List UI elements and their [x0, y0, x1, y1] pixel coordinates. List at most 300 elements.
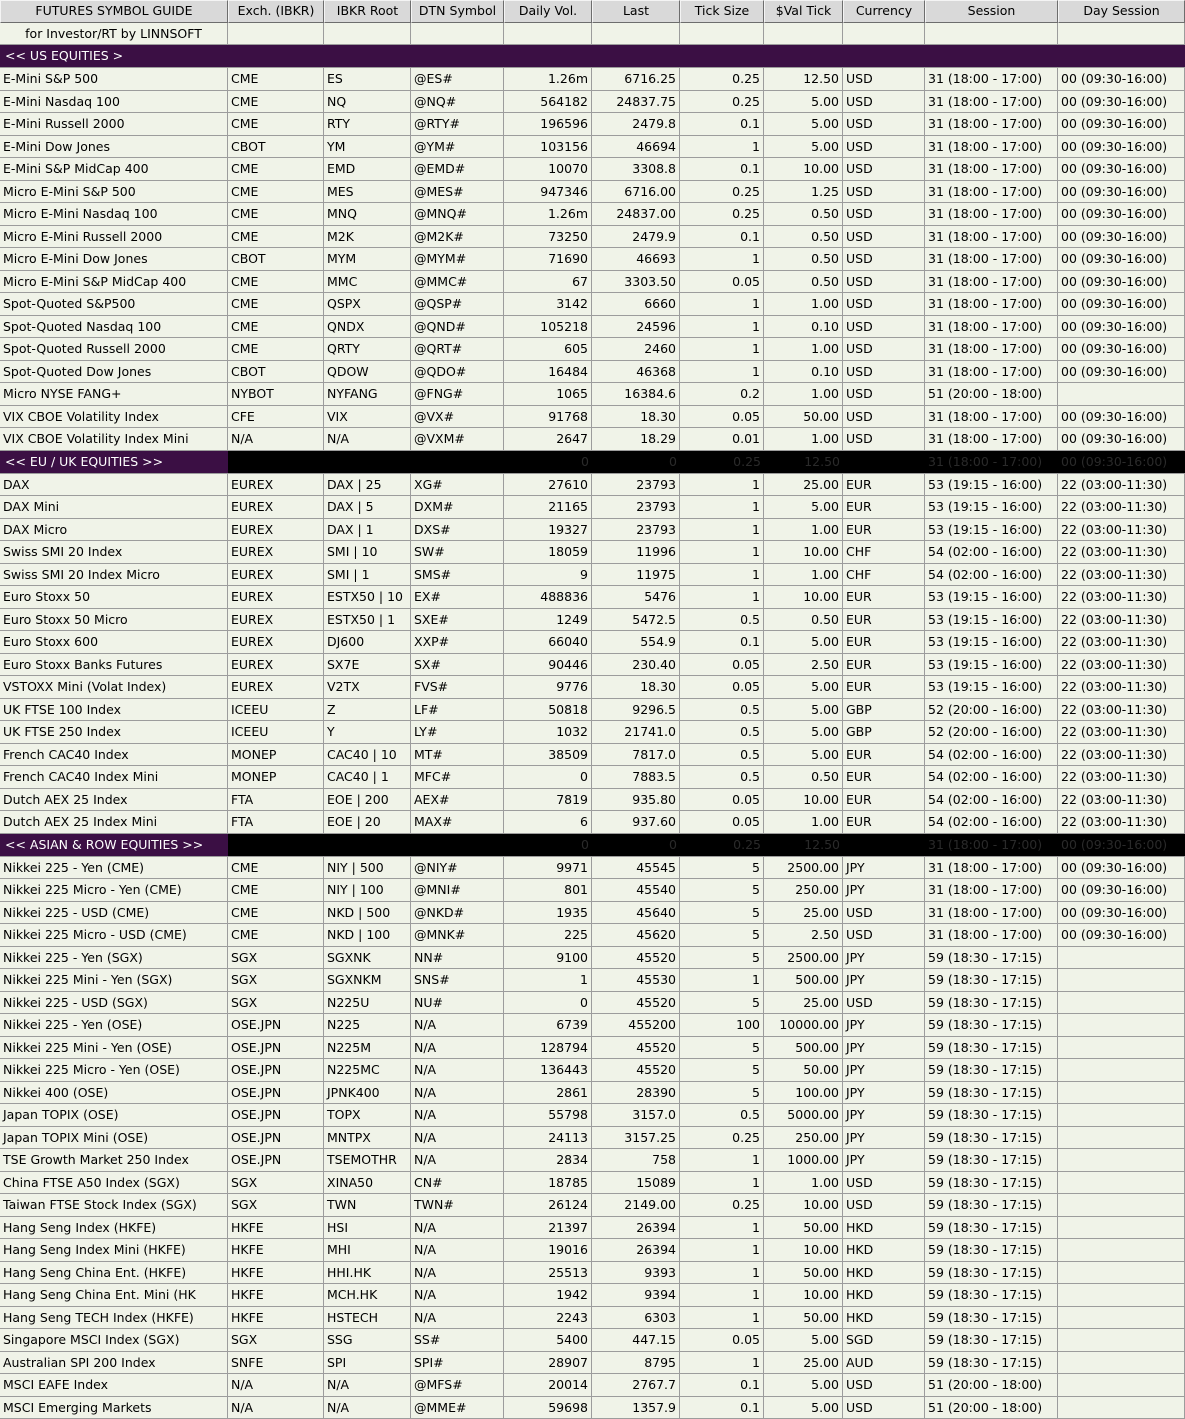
cell-ibkr-root: DAX | 25 — [324, 474, 411, 497]
table-row — [0, 68, 1185, 91]
table-row — [0, 766, 1185, 789]
cell-session: 51 (20:00 - 18:00) — [925, 1397, 1058, 1419]
cell-day-session: 22 (03:00-11:30) — [1058, 541, 1185, 564]
cell-day-session — [1058, 1172, 1185, 1195]
cell-exchange: FTA — [228, 789, 324, 812]
cell-ibkr-root: JPNK400 — [324, 1082, 411, 1105]
cell-day-session — [1058, 1217, 1185, 1240]
cell-tick-size: 1 — [680, 564, 764, 587]
cell-day-session — [1058, 969, 1185, 992]
cell-tick-size: 1 — [680, 474, 764, 497]
cell-name: Spot-Quoted Nasdaq 100 — [0, 316, 228, 339]
cell-exchange: SGX — [228, 992, 324, 1015]
cell-exchange: ICEEU — [228, 699, 324, 722]
cell-tick-size: 0.1 — [680, 1374, 764, 1397]
cell-tick-size: 1 — [680, 1352, 764, 1375]
cell-session: 31 (18:00 - 17:00) — [925, 406, 1058, 429]
cell-dtn-symbol: @MYM# — [411, 248, 504, 271]
cell-session: 54 (02:00 - 16:00) — [925, 564, 1058, 587]
cell-exchange: OSE.JPN — [228, 1082, 324, 1105]
cell-day-session: 00 (09:30-16:00) — [1058, 857, 1185, 880]
cell-daily-volume: 6 — [504, 811, 592, 834]
cell-day-session: 22 (03:00-11:30) — [1058, 631, 1185, 654]
cell-session: 31 (18:00 - 17:00) — [925, 226, 1058, 249]
cell-last: 45545 — [592, 857, 680, 880]
cell-day-session: 00 (09:30-16:00) — [1058, 181, 1185, 204]
cell-daily-volume: 5400 — [504, 1329, 592, 1352]
cell-ibkr-root: N225M — [324, 1037, 411, 1060]
cell-name: VIX CBOE Volatility Index Mini — [0, 428, 228, 451]
cell-session: 53 (19:15 - 16:00) — [925, 586, 1058, 609]
section-filler-ibkr-root — [324, 45, 411, 68]
cell-dtn-symbol: @MMC# — [411, 271, 504, 294]
cell-dtn-symbol: MAX# — [411, 811, 504, 834]
cell-session: 31 (18:00 - 17:00) — [925, 924, 1058, 947]
cell-currency: JPY — [843, 1059, 925, 1082]
cell-value-tick: 5.00 — [764, 136, 843, 159]
cell-day-session — [1058, 1194, 1185, 1217]
cell-name: Hang Seng Index (HKFE) — [0, 1217, 228, 1240]
cell-last: 2479.8 — [592, 113, 680, 136]
cell-daily-volume: 196596 — [504, 113, 592, 136]
cell-currency: JPY — [843, 1104, 925, 1127]
cell-session: 53 (19:15 - 16:00) — [925, 609, 1058, 632]
cell-exchange: CME — [228, 203, 324, 226]
cell-name: Swiss SMI 20 Index — [0, 541, 228, 564]
cell-last: 21741.0 — [592, 721, 680, 744]
cell-name: Dutch AEX 25 Index Mini — [0, 811, 228, 834]
cell-daily-volume: 105218 — [504, 316, 592, 339]
cell-ibkr-root: SMI | 10 — [324, 541, 411, 564]
cell-day-session: 22 (03:00-11:30) — [1058, 564, 1185, 587]
cell-daily-volume: 2861 — [504, 1082, 592, 1105]
cell-tick-size: 5 — [680, 1037, 764, 1060]
cell-daily-volume: 9100 — [504, 947, 592, 970]
cell-currency: USD — [843, 293, 925, 316]
section-filler-session — [925, 45, 1058, 68]
column-header-ibkr-root: IBKR Root — [324, 0, 411, 23]
cell-session: 31 (18:00 - 17:00) — [925, 902, 1058, 925]
table-row — [0, 811, 1185, 834]
cell-last: 8795 — [592, 1352, 680, 1375]
cell-tick-size: 0.25 — [680, 1194, 764, 1217]
table-row — [0, 248, 1185, 271]
section-title: << US EQUITIES > — [0, 45, 228, 68]
cell-value-tick: 0.10 — [764, 361, 843, 384]
cell-dtn-symbol: N/A — [411, 1149, 504, 1172]
table-row — [0, 744, 1185, 767]
cell-session: 51 (20:00 - 18:00) — [925, 1374, 1058, 1397]
cell-ibkr-root: CAC40 | 1 — [324, 766, 411, 789]
cell-exchange: OSE.JPN — [228, 1149, 324, 1172]
cell-day-session: 00 (09:30-16:00) — [1058, 338, 1185, 361]
cell-ibkr-root: ESTX50 | 1 — [324, 609, 411, 632]
cell-session: 31 (18:00 - 17:00) — [925, 338, 1058, 361]
cell-exchange: EUREX — [228, 654, 324, 677]
cell-value-tick: 50.00 — [764, 1059, 843, 1082]
cell-currency: USD — [843, 406, 925, 429]
cell-name: UK FTSE 250 Index — [0, 721, 228, 744]
cell-session: 31 (18:00 - 17:00) — [925, 158, 1058, 181]
cell-day-session: 22 (03:00-11:30) — [1058, 609, 1185, 632]
cell-name: DAX Mini — [0, 496, 228, 519]
cell-last: 6303 — [592, 1307, 680, 1330]
cell-dtn-symbol: CN# — [411, 1172, 504, 1195]
table-row — [0, 699, 1185, 722]
cell-daily-volume: 28907 — [504, 1352, 592, 1375]
cell-exchange: CFE — [228, 406, 324, 429]
cell-tick-size: 0.5 — [680, 1104, 764, 1127]
section-filler-value-tick: 12.50 — [764, 451, 843, 474]
cell-tick-size: 0.5 — [680, 721, 764, 744]
sheet-subtitle: for Investor/RT by LINNSOFT — [0, 23, 228, 45]
cell-last: 937.60 — [592, 811, 680, 834]
cell-value-tick: 0.50 — [764, 226, 843, 249]
cell-last: 46693 — [592, 248, 680, 271]
cell-ibkr-root: QRTY — [324, 338, 411, 361]
cell-name: DAX — [0, 474, 228, 497]
cell-ibkr-root: DJ600 — [324, 631, 411, 654]
cell-tick-size: 0.5 — [680, 699, 764, 722]
table-row — [0, 879, 1185, 902]
cell-dtn-symbol: @M2K# — [411, 226, 504, 249]
cell-name: Micro E-Mini Nasdaq 100 — [0, 203, 228, 226]
cell-session: 54 (02:00 - 16:00) — [925, 744, 1058, 767]
cell-value-tick: 50.00 — [764, 1307, 843, 1330]
cell-ibkr-root: MCH.HK — [324, 1284, 411, 1307]
section-filler-value-tick — [764, 45, 843, 68]
cell-last: 758 — [592, 1149, 680, 1172]
cell-last: 7883.5 — [592, 766, 680, 789]
cell-name: Nikkei 225 - Yen (SGX) — [0, 947, 228, 970]
cell-session: 59 (18:30 - 17:15) — [925, 1329, 1058, 1352]
cell-session: 31 (18:00 - 17:00) — [925, 91, 1058, 114]
cell-ibkr-root: DAX | 5 — [324, 496, 411, 519]
table-row — [0, 857, 1185, 880]
cell-daily-volume: 1935 — [504, 902, 592, 925]
section-filler-exchange — [228, 45, 324, 68]
cell-last: 447.15 — [592, 1329, 680, 1352]
cell-tick-size: 5 — [680, 924, 764, 947]
cell-session: 59 (18:30 - 17:15) — [925, 1239, 1058, 1262]
cell-exchange: OSE.JPN — [228, 1059, 324, 1082]
cell-currency: EUR — [843, 811, 925, 834]
cell-exchange: CME — [228, 68, 324, 91]
section-filler-day-session: 00 (09:30-16:00) — [1058, 834, 1185, 857]
cell-ibkr-root: QNDX — [324, 316, 411, 339]
table-row — [0, 91, 1185, 114]
cell-day-session: 00 (09:30-16:00) — [1058, 924, 1185, 947]
cell-dtn-symbol: MT# — [411, 744, 504, 767]
cell-day-session — [1058, 992, 1185, 1015]
cell-last: 45520 — [592, 992, 680, 1015]
cell-last: 45640 — [592, 902, 680, 925]
cell-tick-size: 0.1 — [680, 226, 764, 249]
section-filler-currency — [843, 45, 925, 68]
cell-daily-volume: 26124 — [504, 1194, 592, 1217]
cell-currency: EUR — [843, 586, 925, 609]
cell-exchange: CME — [228, 158, 324, 181]
cell-tick-size: 0.05 — [680, 676, 764, 699]
cell-name: Taiwan FTSE Stock Index (SGX) — [0, 1194, 228, 1217]
cell-ibkr-root: N225MC — [324, 1059, 411, 1082]
cell-tick-size: 1 — [680, 586, 764, 609]
cell-name: Micro NYSE FANG+ — [0, 383, 228, 406]
cell-ibkr-root: EOE | 20 — [324, 811, 411, 834]
cell-currency: EUR — [843, 609, 925, 632]
cell-currency: EUR — [843, 676, 925, 699]
cell-name: Singapore MSCI Index (SGX) — [0, 1329, 228, 1352]
cell-name: Euro Stoxx 50 Micro — [0, 609, 228, 632]
cell-currency: USD — [843, 271, 925, 294]
cell-daily-volume: 947346 — [504, 181, 592, 204]
cell-day-session — [1058, 1307, 1185, 1330]
cell-session: 53 (19:15 - 16:00) — [925, 631, 1058, 654]
cell-name: MSCI Emerging Markets — [0, 1397, 228, 1419]
cell-currency: JPY — [843, 947, 925, 970]
column-header-row — [0, 0, 1185, 23]
cell-last: 26394 — [592, 1217, 680, 1240]
cell-dtn-symbol: LY# — [411, 721, 504, 744]
cell-last: 2460 — [592, 338, 680, 361]
empty-cell — [1058, 23, 1185, 45]
cell-daily-volume: 9 — [504, 564, 592, 587]
cell-session: 52 (20:00 - 16:00) — [925, 721, 1058, 744]
cell-name: Australian SPI 200 Index — [0, 1352, 228, 1375]
cell-exchange: CME — [228, 338, 324, 361]
cell-daily-volume: 18059 — [504, 541, 592, 564]
cell-value-tick: 1.00 — [764, 428, 843, 451]
table-row — [0, 947, 1185, 970]
cell-session: 59 (18:30 - 17:15) — [925, 1059, 1058, 1082]
cell-tick-size: 0.25 — [680, 91, 764, 114]
cell-dtn-symbol: MFC# — [411, 766, 504, 789]
empty-cell — [228, 23, 324, 45]
section-header-row — [0, 451, 1185, 474]
cell-currency: JPY — [843, 1037, 925, 1060]
cell-day-session: 00 (09:30-16:00) — [1058, 361, 1185, 384]
cell-daily-volume: 90446 — [504, 654, 592, 677]
cell-name: Nikkei 225 Micro - USD (CME) — [0, 924, 228, 947]
section-filler-last: 0 — [592, 451, 680, 474]
cell-dtn-symbol: @VX# — [411, 406, 504, 429]
cell-tick-size: 5 — [680, 879, 764, 902]
cell-name: Spot-Quoted Dow Jones — [0, 361, 228, 384]
cell-currency: USD — [843, 113, 925, 136]
cell-exchange: EUREX — [228, 609, 324, 632]
cell-day-session — [1058, 1352, 1185, 1375]
cell-dtn-symbol: @QRT# — [411, 338, 504, 361]
table-row — [0, 1194, 1185, 1217]
section-filler-value-tick: 12.50 — [764, 834, 843, 857]
cell-dtn-symbol: SXE# — [411, 609, 504, 632]
cell-currency: EUR — [843, 789, 925, 812]
cell-tick-size: 0.5 — [680, 609, 764, 632]
cell-ibkr-root: HSTECH — [324, 1307, 411, 1330]
cell-dtn-symbol: SNS# — [411, 969, 504, 992]
cell-session: 59 (18:30 - 17:15) — [925, 992, 1058, 1015]
cell-daily-volume: 605 — [504, 338, 592, 361]
cell-value-tick: 0.10 — [764, 316, 843, 339]
cell-exchange: N/A — [228, 1374, 324, 1397]
cell-name: Hang Seng TECH Index (HKFE) — [0, 1307, 228, 1330]
table-row — [0, 721, 1185, 744]
cell-last: 1357.9 — [592, 1397, 680, 1419]
column-header-value-tick: $Val Tick — [764, 0, 843, 23]
cell-dtn-symbol: N/A — [411, 1284, 504, 1307]
section-filler-session: 31 (18:00 - 17:00) — [925, 451, 1058, 474]
table-row — [0, 1217, 1185, 1240]
cell-last: 2767.7 — [592, 1374, 680, 1397]
cell-last: 45520 — [592, 947, 680, 970]
cell-ibkr-root: V2TX — [324, 676, 411, 699]
cell-dtn-symbol: @QDO# — [411, 361, 504, 384]
cell-last: 24837.75 — [592, 91, 680, 114]
cell-currency: EUR — [843, 631, 925, 654]
cell-tick-size: 0.1 — [680, 631, 764, 654]
cell-currency: HKD — [843, 1307, 925, 1330]
cell-currency: EUR — [843, 654, 925, 677]
cell-dtn-symbol: @MFS# — [411, 1374, 504, 1397]
cell-value-tick: 10.00 — [764, 1239, 843, 1262]
cell-tick-size: 0.25 — [680, 203, 764, 226]
cell-currency: USD — [843, 1397, 925, 1419]
cell-daily-volume: 55798 — [504, 1104, 592, 1127]
cell-currency: SGD — [843, 1329, 925, 1352]
table-row — [0, 136, 1185, 159]
cell-name: French CAC40 Index Mini — [0, 766, 228, 789]
cell-last: 554.9 — [592, 631, 680, 654]
cell-dtn-symbol: NN# — [411, 947, 504, 970]
cell-tick-size: 0.25 — [680, 181, 764, 204]
cell-dtn-symbol: DXM# — [411, 496, 504, 519]
cell-tick-size: 1 — [680, 361, 764, 384]
cell-value-tick: 5.00 — [764, 496, 843, 519]
cell-tick-size: 5 — [680, 1082, 764, 1105]
cell-day-session: 00 (09:30-16:00) — [1058, 879, 1185, 902]
cell-ibkr-root: TWN — [324, 1194, 411, 1217]
cell-dtn-symbol: @ES# — [411, 68, 504, 91]
cell-session: 54 (02:00 - 16:00) — [925, 811, 1058, 834]
cell-dtn-symbol: EX# — [411, 586, 504, 609]
cell-last: 23793 — [592, 496, 680, 519]
cell-currency: EUR — [843, 474, 925, 497]
cell-dtn-symbol: LF# — [411, 699, 504, 722]
section-filler-tick-size: 0.25 — [680, 451, 764, 474]
cell-exchange: N/A — [228, 428, 324, 451]
cell-exchange: OSE.JPN — [228, 1127, 324, 1150]
cell-last: 935.80 — [592, 789, 680, 812]
table-row — [0, 902, 1185, 925]
empty-cell — [925, 23, 1058, 45]
cell-value-tick: 25.00 — [764, 992, 843, 1015]
empty-cell — [504, 23, 592, 45]
cell-daily-volume: 59698 — [504, 1397, 592, 1419]
table-row — [0, 496, 1185, 519]
cell-value-tick: 2.50 — [764, 924, 843, 947]
cell-name: Spot-Quoted S&P500 — [0, 293, 228, 316]
cell-ibkr-root: MNQ — [324, 203, 411, 226]
section-header-row — [0, 834, 1185, 857]
cell-day-session — [1058, 1037, 1185, 1060]
section-filler-currency — [843, 451, 925, 474]
table-row — [0, 1082, 1185, 1105]
cell-ibkr-root: MYM — [324, 248, 411, 271]
cell-ibkr-root: EOE | 200 — [324, 789, 411, 812]
cell-daily-volume: 488836 — [504, 586, 592, 609]
cell-last: 230.40 — [592, 654, 680, 677]
table-row — [0, 1104, 1185, 1127]
cell-exchange: HKFE — [228, 1239, 324, 1262]
cell-last: 2149.00 — [592, 1194, 680, 1217]
cell-ibkr-root: Z — [324, 699, 411, 722]
section-filler-dtn-symbol — [411, 834, 504, 857]
cell-value-tick: 10.00 — [764, 586, 843, 609]
cell-value-tick: 0.50 — [764, 203, 843, 226]
cell-currency: USD — [843, 248, 925, 271]
cell-tick-size: 5 — [680, 992, 764, 1015]
cell-daily-volume: 1249 — [504, 609, 592, 632]
table-row — [0, 203, 1185, 226]
cell-day-session: 00 (09:30-16:00) — [1058, 428, 1185, 451]
cell-daily-volume: 136443 — [504, 1059, 592, 1082]
cell-value-tick: 1.00 — [764, 338, 843, 361]
cell-day-session: 00 (09:30-16:00) — [1058, 316, 1185, 339]
cell-day-session: 22 (03:00-11:30) — [1058, 766, 1185, 789]
cell-day-session — [1058, 383, 1185, 406]
cell-currency: JPY — [843, 1014, 925, 1037]
cell-day-session: 22 (03:00-11:30) — [1058, 811, 1185, 834]
cell-dtn-symbol: @NQ# — [411, 91, 504, 114]
cell-name: China FTSE A50 Index (SGX) — [0, 1172, 228, 1195]
cell-exchange: MONEP — [228, 766, 324, 789]
cell-currency: EUR — [843, 744, 925, 767]
cell-currency: JPY — [843, 857, 925, 880]
cell-session: 31 (18:00 - 17:00) — [925, 203, 1058, 226]
sheet-title: FUTURES SYMBOL GUIDE — [0, 0, 228, 23]
cell-exchange: CME — [228, 91, 324, 114]
cell-name: Micro E-Mini S&P 500 — [0, 181, 228, 204]
cell-last: 6716.25 — [592, 68, 680, 91]
cell-tick-size: 0.1 — [680, 158, 764, 181]
cell-name: DAX Micro — [0, 519, 228, 542]
cell-name: Micro E-Mini S&P MidCap 400 — [0, 271, 228, 294]
cell-ibkr-root: ESTX50 | 10 — [324, 586, 411, 609]
cell-last: 6716.00 — [592, 181, 680, 204]
cell-name: Hang Seng Index Mini (HKFE) — [0, 1239, 228, 1262]
table-row — [0, 1374, 1185, 1397]
cell-day-session: 22 (03:00-11:30) — [1058, 519, 1185, 542]
cell-exchange: CME — [228, 271, 324, 294]
cell-value-tick: 2500.00 — [764, 947, 843, 970]
cell-currency: CHF — [843, 541, 925, 564]
cell-session: 59 (18:30 - 17:15) — [925, 969, 1058, 992]
cell-last: 45540 — [592, 879, 680, 902]
cell-last: 3308.8 — [592, 158, 680, 181]
cell-dtn-symbol: N/A — [411, 1307, 504, 1330]
cell-dtn-symbol: SS# — [411, 1329, 504, 1352]
cell-exchange: SNFE — [228, 1352, 324, 1375]
cell-last: 3303.50 — [592, 271, 680, 294]
cell-session: 31 (18:00 - 17:00) — [925, 113, 1058, 136]
cell-ibkr-root: M2K — [324, 226, 411, 249]
cell-day-session: 22 (03:00-11:30) — [1058, 586, 1185, 609]
cell-ibkr-root: MNTPX — [324, 1127, 411, 1150]
cell-exchange: EUREX — [228, 676, 324, 699]
cell-session: 31 (18:00 - 17:00) — [925, 361, 1058, 384]
cell-exchange: CBOT — [228, 136, 324, 159]
table-row — [0, 158, 1185, 181]
